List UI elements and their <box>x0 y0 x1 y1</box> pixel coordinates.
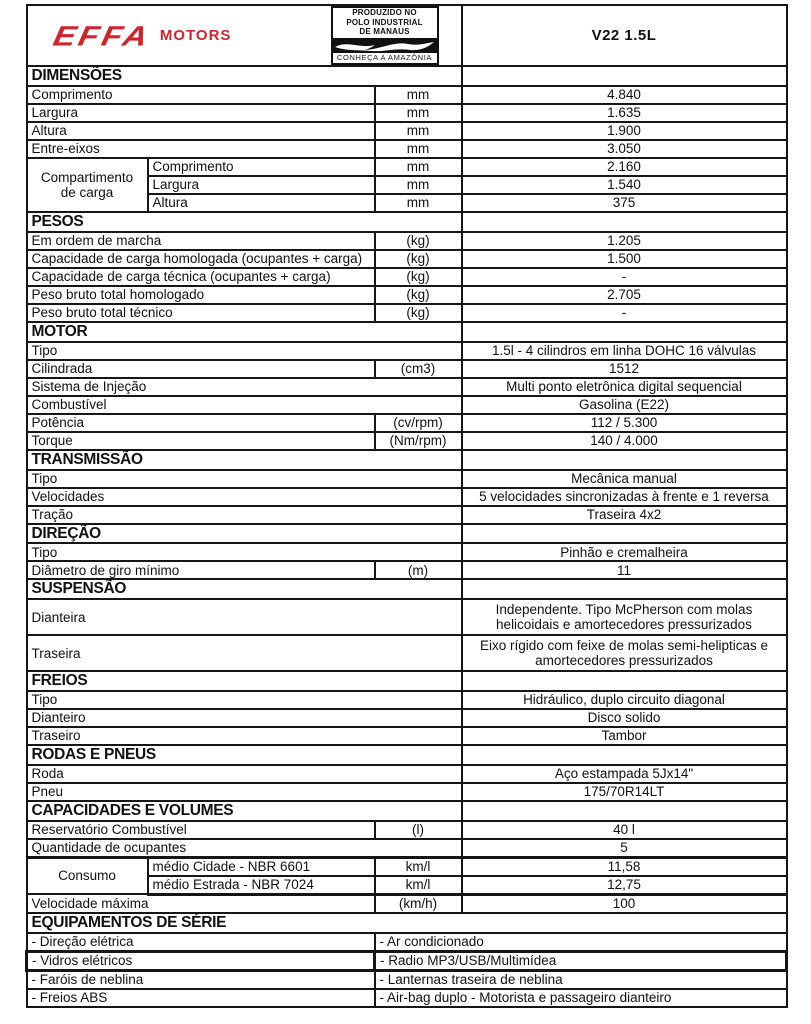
section-title-direcao: DIREÇÃO <box>27 524 462 544</box>
spec-unit: (kg) <box>375 286 462 304</box>
section-title-dimensoes: DIMENSÕES <box>27 66 462 86</box>
section-empty-cell <box>462 524 787 544</box>
spec-label: Traseira <box>27 635 462 671</box>
section-row-motor <box>27 322 787 342</box>
spec-row <box>27 488 787 506</box>
spec-value: 1.635 <box>462 104 787 122</box>
spec-value: Pinhão e cremalheira <box>462 543 787 561</box>
brand-wordmark: MOTORS <box>159 27 232 45</box>
spec-unit: (kg) <box>375 268 462 286</box>
equipment-row <box>27 951 787 970</box>
badge-line-1: PRODUZIDO NO <box>352 8 417 17</box>
section-row-pesos <box>27 212 787 232</box>
equipment-row <box>27 970 787 989</box>
spec-value: 4.840 <box>462 86 787 104</box>
section-row-freios <box>27 671 787 691</box>
section-row-direcao <box>27 524 787 544</box>
spec-value: Multi ponto eletrônica digital sequencial <box>462 378 787 396</box>
spec-value: 140 / 4.000 <box>462 432 787 450</box>
spec-value: 11,58 <box>462 857 787 876</box>
spec-unit: km/l <box>375 857 462 876</box>
spec-value: - <box>462 268 787 286</box>
spec-unit: mm <box>375 158 462 176</box>
spec-row <box>27 342 787 360</box>
spec-label: Diâmetro de giro mínimo <box>27 561 375 579</box>
equipment-item-right: - Air-bag duplo - Motorista e passageiro dianteiro <box>375 989 787 1007</box>
section-title-pesos: PESOS <box>27 212 462 232</box>
section-empty-cell <box>462 450 787 470</box>
spec-row <box>27 396 787 414</box>
badge-caption: CONHEÇA A AMAZÔNIA <box>337 52 432 62</box>
spec-row <box>27 561 787 579</box>
spec-row <box>27 86 787 104</box>
section-empty-cell <box>462 801 787 821</box>
spec-unit: mm <box>375 176 462 194</box>
spec-row <box>27 268 787 286</box>
spec-row <box>27 122 787 140</box>
spec-label: Traseiro <box>27 727 462 745</box>
spec-unit: (kg) <box>375 250 462 268</box>
spec-label: Pneu <box>27 783 462 801</box>
spec-value: Eixo rígido com feixe de molas semi-helipticas e amortecedores pressurizados <box>462 635 787 671</box>
badge-line-2: POLO INDUSTRIAL <box>346 17 423 27</box>
spec-unit: mm <box>375 140 462 158</box>
spec-row <box>27 158 787 176</box>
badge-line-3: DE MANAUS <box>359 27 410 37</box>
spec-value: 1.900 <box>462 122 787 140</box>
section-row-dimensoes <box>27 66 787 86</box>
spec-unit: km/l <box>375 876 462 895</box>
spec-row <box>27 821 787 839</box>
spec-row <box>27 635 787 671</box>
spec-row <box>27 432 787 450</box>
spec-label: Capacidade de carga homologada (ocupantes + carga) <box>27 250 375 268</box>
spec-value: 1.540 <box>462 176 787 194</box>
group-label-compartimento-carga: Compartimento de carga <box>27 158 148 212</box>
spec-label: Comprimento <box>27 86 375 104</box>
spec-row <box>27 304 787 322</box>
spec-unit: (kg) <box>375 232 462 250</box>
spec-value: 11 <box>462 561 787 579</box>
spec-table <box>25 4 788 1008</box>
spec-row <box>27 470 787 488</box>
equipment-item-right: - Ar condicionado <box>375 933 787 952</box>
spec-unit: mm <box>375 104 462 122</box>
spec-unit: (m) <box>375 561 462 579</box>
spec-unit: mm <box>375 86 462 104</box>
spec-row <box>27 104 787 122</box>
spec-label: Velocidade máxima <box>27 894 375 913</box>
spec-label: médio Cidade - NBR 6601 <box>148 857 375 876</box>
section-row-equipamentos <box>27 913 787 933</box>
equipment-item-left: - Direção elétrica <box>27 933 375 952</box>
spec-row <box>27 232 787 250</box>
spec-row <box>27 691 787 709</box>
spec-label: Torque <box>27 432 375 450</box>
spec-label: Largura <box>148 176 375 194</box>
section-title-equipamentos: EQUIPAMENTOS DE SÉRIE <box>27 913 787 933</box>
spec-label: Sistema de Injeção <box>27 378 462 396</box>
spec-label: Combustível <box>27 396 462 414</box>
spec-label: Dianteiro <box>27 709 462 727</box>
spec-row <box>27 783 787 801</box>
spec-row <box>27 727 787 745</box>
amazon-wave-icon <box>333 38 437 53</box>
spec-label: Peso bruto total homologado <box>27 286 375 304</box>
spec-label: Largura <box>27 104 375 122</box>
spec-value: Disco solido <box>462 709 787 727</box>
spec-value: 40 l <box>462 821 787 839</box>
spec-row <box>27 378 787 396</box>
spec-label: Altura <box>27 122 375 140</box>
spec-value: 5 <box>462 839 787 858</box>
spec-label: Tração <box>27 506 462 524</box>
spec-value: 375 <box>462 194 787 212</box>
spec-label: Em ordem de marcha <box>27 232 375 250</box>
spec-label: Tipo <box>27 691 462 709</box>
spec-value: 12,75 <box>462 876 787 895</box>
spec-row <box>27 894 787 913</box>
spec-value: 2.160 <box>462 158 787 176</box>
section-title-rodas: RODAS E PNEUS <box>27 745 462 765</box>
spec-value: Traseira 4x2 <box>462 506 787 524</box>
section-empty-cell <box>462 322 787 342</box>
section-title-suspensao: SUSPENSÃO <box>27 579 462 599</box>
spec-unit: (cm3) <box>375 360 462 378</box>
spec-unit: (cv/rpm) <box>375 414 462 432</box>
spec-label: Altura <box>148 194 375 212</box>
equipment-item-right: - Lanternas traseira de neblina <box>375 970 787 989</box>
model-title: V22 1.5L <box>462 5 787 66</box>
spec-value: 2.705 <box>462 286 787 304</box>
spec-label: Capacidade de carga técnica (ocupantes + carga) <box>27 268 375 286</box>
section-row-transmissao <box>27 450 787 470</box>
spec-label: Tipo <box>27 543 462 561</box>
spec-row <box>27 709 787 727</box>
section-title-transmissao: TRANSMISSÃO <box>27 450 462 470</box>
spec-row <box>27 250 787 268</box>
spec-row <box>27 765 787 783</box>
spec-label: Entre-eixos <box>27 140 375 158</box>
equipment-item-left: - Freios ABS <box>27 989 375 1007</box>
spec-unit: (km/h) <box>375 894 462 913</box>
spec-label: Potência <box>27 414 375 432</box>
equipment-row <box>27 989 787 1007</box>
section-empty-cell <box>462 66 787 86</box>
section-title-capacidades: CAPACIDADES E VOLUMES <box>27 801 462 821</box>
spec-value: Hidráulico, duplo circuito diagonal <box>462 691 787 709</box>
spec-label: médio Estrada - NBR 7024 <box>148 876 375 895</box>
spec-unit: mm <box>375 122 462 140</box>
spec-label: Cilindrada <box>27 360 375 378</box>
spec-value: Aço estampada 5Jx14" <box>462 765 787 783</box>
spec-value: 175/70R14LT <box>462 783 787 801</box>
spec-value: 1.205 <box>462 232 787 250</box>
section-empty-cell <box>462 579 787 599</box>
spec-value: Tambor <box>462 727 787 745</box>
spec-unit: (l) <box>375 821 462 839</box>
equipment-row <box>27 933 787 952</box>
spec-label: Roda <box>27 765 462 783</box>
section-title-freios: FREIOS <box>27 671 462 691</box>
spec-row <box>27 599 787 635</box>
spec-value: - <box>462 304 787 322</box>
spec-label: Tipo <box>27 470 462 488</box>
spec-label: Peso bruto total técnico <box>27 304 375 322</box>
effa-logo-text: EFFA <box>50 19 154 52</box>
spec-row <box>27 140 787 158</box>
spec-label: Dianteira <box>27 599 462 635</box>
section-empty-cell <box>462 212 787 232</box>
section-row-suspensao <box>27 579 787 599</box>
spec-row <box>27 414 787 432</box>
spec-label: Velocidades <box>27 488 462 506</box>
spec-value: 5 velocidades sincronizadas à frente e 1 reversa <box>462 488 787 506</box>
equipment-item-right: - Radio MP3/USB/Multimídea <box>375 951 787 970</box>
spec-label: Reservatório Combustível <box>27 821 375 839</box>
spec-value: 1.500 <box>462 250 787 268</box>
group-label-consumo: Consumo <box>27 857 148 894</box>
spec-row <box>27 839 787 858</box>
spec-value: 1.5l - 4 cilindros em linha DOHC 16 válvulas <box>462 342 787 360</box>
spec-value: Mecânica manual <box>462 470 787 488</box>
section-row-capacidades <box>27 801 787 821</box>
spec-value: 112 / 5.300 <box>462 414 787 432</box>
spec-label: Tipo <box>27 342 462 360</box>
spec-value: Gasolina (E22) <box>462 396 787 414</box>
spec-row <box>27 286 787 304</box>
spec-row <box>27 506 787 524</box>
section-row-rodas <box>27 745 787 765</box>
spec-value: Independente. Tipo McPherson com molas helicoidais e amortecedores pressurizados <box>462 599 787 635</box>
spec-value: 3.050 <box>462 140 787 158</box>
section-empty-cell <box>462 671 787 691</box>
equipment-item-left: - Faróis de neblina <box>27 970 375 989</box>
table-header-row <box>27 5 787 66</box>
spec-row <box>27 360 787 378</box>
section-title-motor: MOTOR <box>27 322 462 342</box>
spec-label: Quantidade de ocupantes <box>27 839 462 858</box>
spec-unit: (Nm/rpm) <box>375 432 462 450</box>
spec-value: 100 <box>462 894 787 913</box>
spec-label: Comprimento <box>148 158 375 176</box>
spec-row <box>27 857 787 876</box>
spec-value: 1512 <box>462 360 787 378</box>
section-empty-cell <box>462 745 787 765</box>
brand-logo <box>50 19 232 52</box>
equipment-item-left: - Vidros elétricos <box>27 951 375 970</box>
logo-cell <box>27 5 462 66</box>
spec-row <box>27 543 787 561</box>
spec-unit: (kg) <box>375 304 462 322</box>
spec-unit: mm <box>375 194 462 212</box>
manaus-badge <box>331 6 439 65</box>
